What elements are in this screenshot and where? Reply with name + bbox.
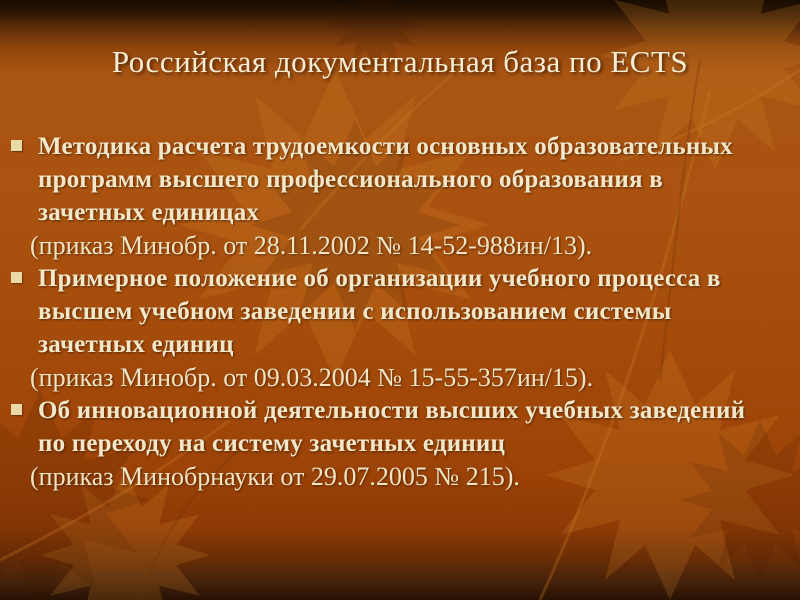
list-item	[10, 394, 792, 493]
slide-body	[10, 130, 792, 493]
item-order-reference: (приказ Минобр. от 28.11.2002 № 14-52-988ин/13).	[30, 231, 593, 260]
bullet-square-icon	[11, 140, 22, 151]
item-order-reference: (приказ Минобр. от 09.03.2004 № 15-55-357ин/15).	[30, 363, 594, 392]
item-text-line: по переходу на систему зачетных единиц	[38, 430, 506, 457]
item-order-reference: (приказ Минобрнауки от 29.07.2005 № 215).	[30, 462, 520, 491]
list-item	[10, 130, 792, 262]
item-text-line: Методика расчета трудоемкости основных образовательных	[38, 133, 733, 160]
item-text-line: зачетных единиц	[38, 331, 234, 358]
list-item	[10, 262, 792, 394]
item-text-line: программ высшего профессионального образования в	[38, 166, 663, 193]
item-text-line: Об инновационной деятельности высших учебных заведений	[38, 397, 746, 424]
bullet-square-icon	[11, 272, 22, 283]
item-text-line: зачетных единицах	[38, 199, 260, 226]
slide-title: Российская документальная база по ECTS	[111, 44, 689, 79]
bullet-square-icon	[11, 404, 22, 415]
item-text-line: Примерное положение об организации учебного процесса в	[38, 265, 721, 292]
item-text-line: высшем учебном заведении с использованием системы	[38, 298, 672, 325]
